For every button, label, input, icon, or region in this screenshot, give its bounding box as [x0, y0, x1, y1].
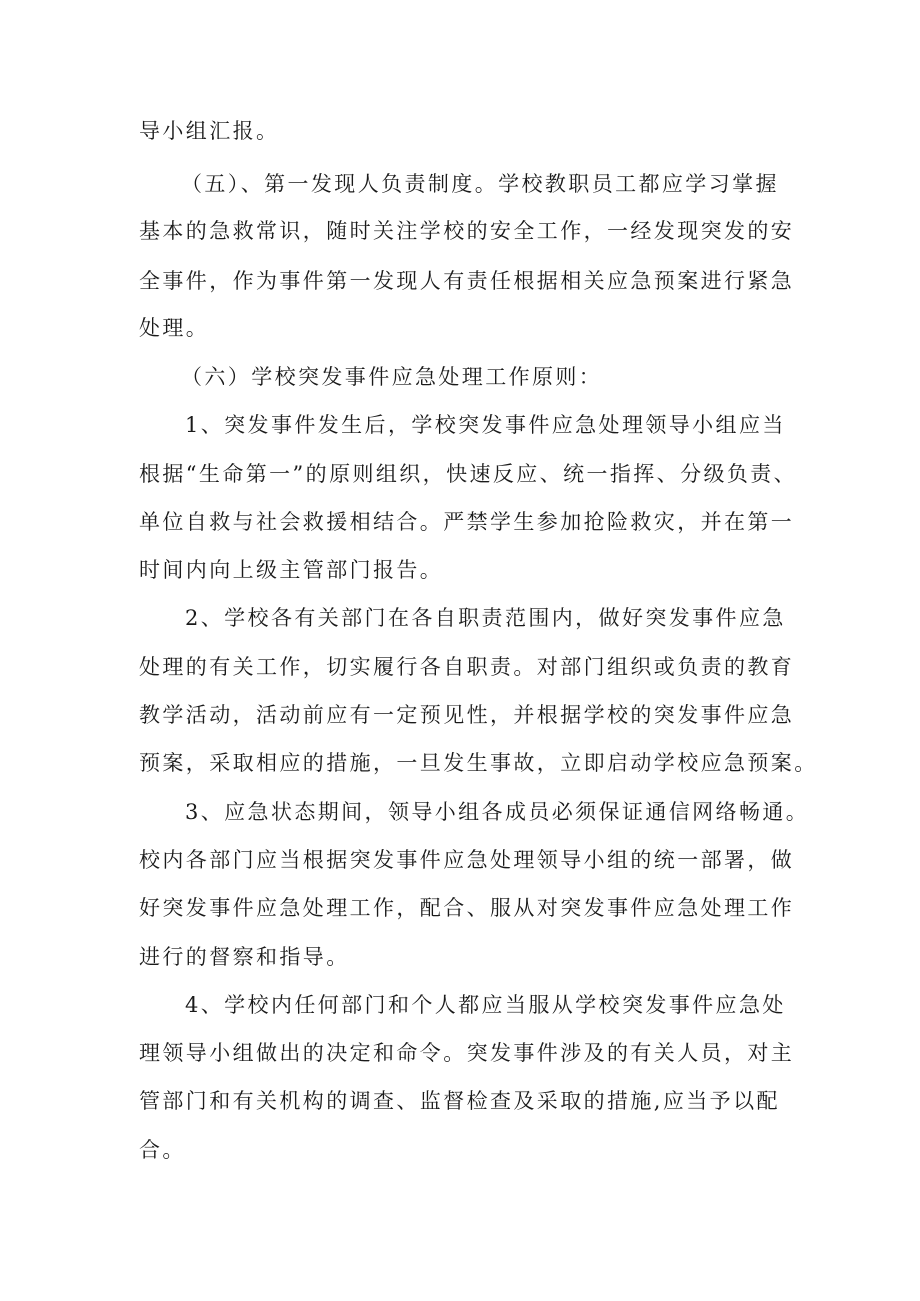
text-line-20: 理领导小组做出的决定和命令。突发事件涉及的有关人员，对主: [139, 1041, 795, 1065]
text-line-4: 全事件，作为事件第一发现人有责任根据相关应急预案进行紧急: [139, 269, 795, 293]
text-line-2: （五）、第一发现人负责制度。学校教职员工都应学习掌握: [181, 172, 779, 196]
text-line-9: 单位自救与社会救援相结合。严禁学生参加抢险救灾，并在第一: [139, 510, 795, 534]
text-line-17: 好突发事件应急处理工作，配合、服从对突发事件应急处理工作: [139, 896, 795, 920]
text-line-12: 处理的有关工作，切实履行各自职责。对部门组织或负责的教育: [139, 655, 795, 679]
text-line-7: 1、突发事件发生后，学校突发事件应急处理领导小组应当: [185, 413, 786, 437]
text-line-8: 根据“生命第一”的原则组织，快速反应、统一指挥、分级负责、: [139, 462, 798, 486]
text-line-11: 2、学校各有关部门在各自职责范围内，做好突发事件应急: [185, 606, 786, 630]
text-line-15: 3、应急状态期间，领导小组各成员必须保证通信网络畅通。: [185, 800, 810, 824]
text-line-13: 教学活动，活动前应有一定预见性，并根据学校的突发事件应急: [139, 703, 795, 727]
text-line-19: 4、学校内任何部门和个人都应当服从学校突发事件应急处: [185, 993, 786, 1017]
text-line-6: （六）学校突发事件应急处理工作原则：: [181, 365, 603, 389]
text-line-14: 预案，采取相应的措施，一旦发生事故，立即启动学校应急预案。: [139, 751, 818, 775]
text-line-5: 处理。: [139, 316, 210, 340]
text-line-22: 合。: [139, 1138, 186, 1162]
text-line-1: 导小组汇报。: [139, 119, 280, 143]
text-line-16: 校内各部门应当根据突发事件应急处理领导小组的统一部署，做: [139, 848, 795, 872]
text-line-18: 进行的督察和指导。: [139, 945, 350, 969]
text-line-21: 管部门和有关机构的调查、监督检查及采取的措施,应当予以配: [139, 1089, 780, 1113]
text-line-3: 基本的急救常识，随时关注学校的安全工作，一经发现突发的安: [139, 219, 795, 243]
text-line-10: 时间内向上级主管部门报告。: [139, 558, 444, 582]
